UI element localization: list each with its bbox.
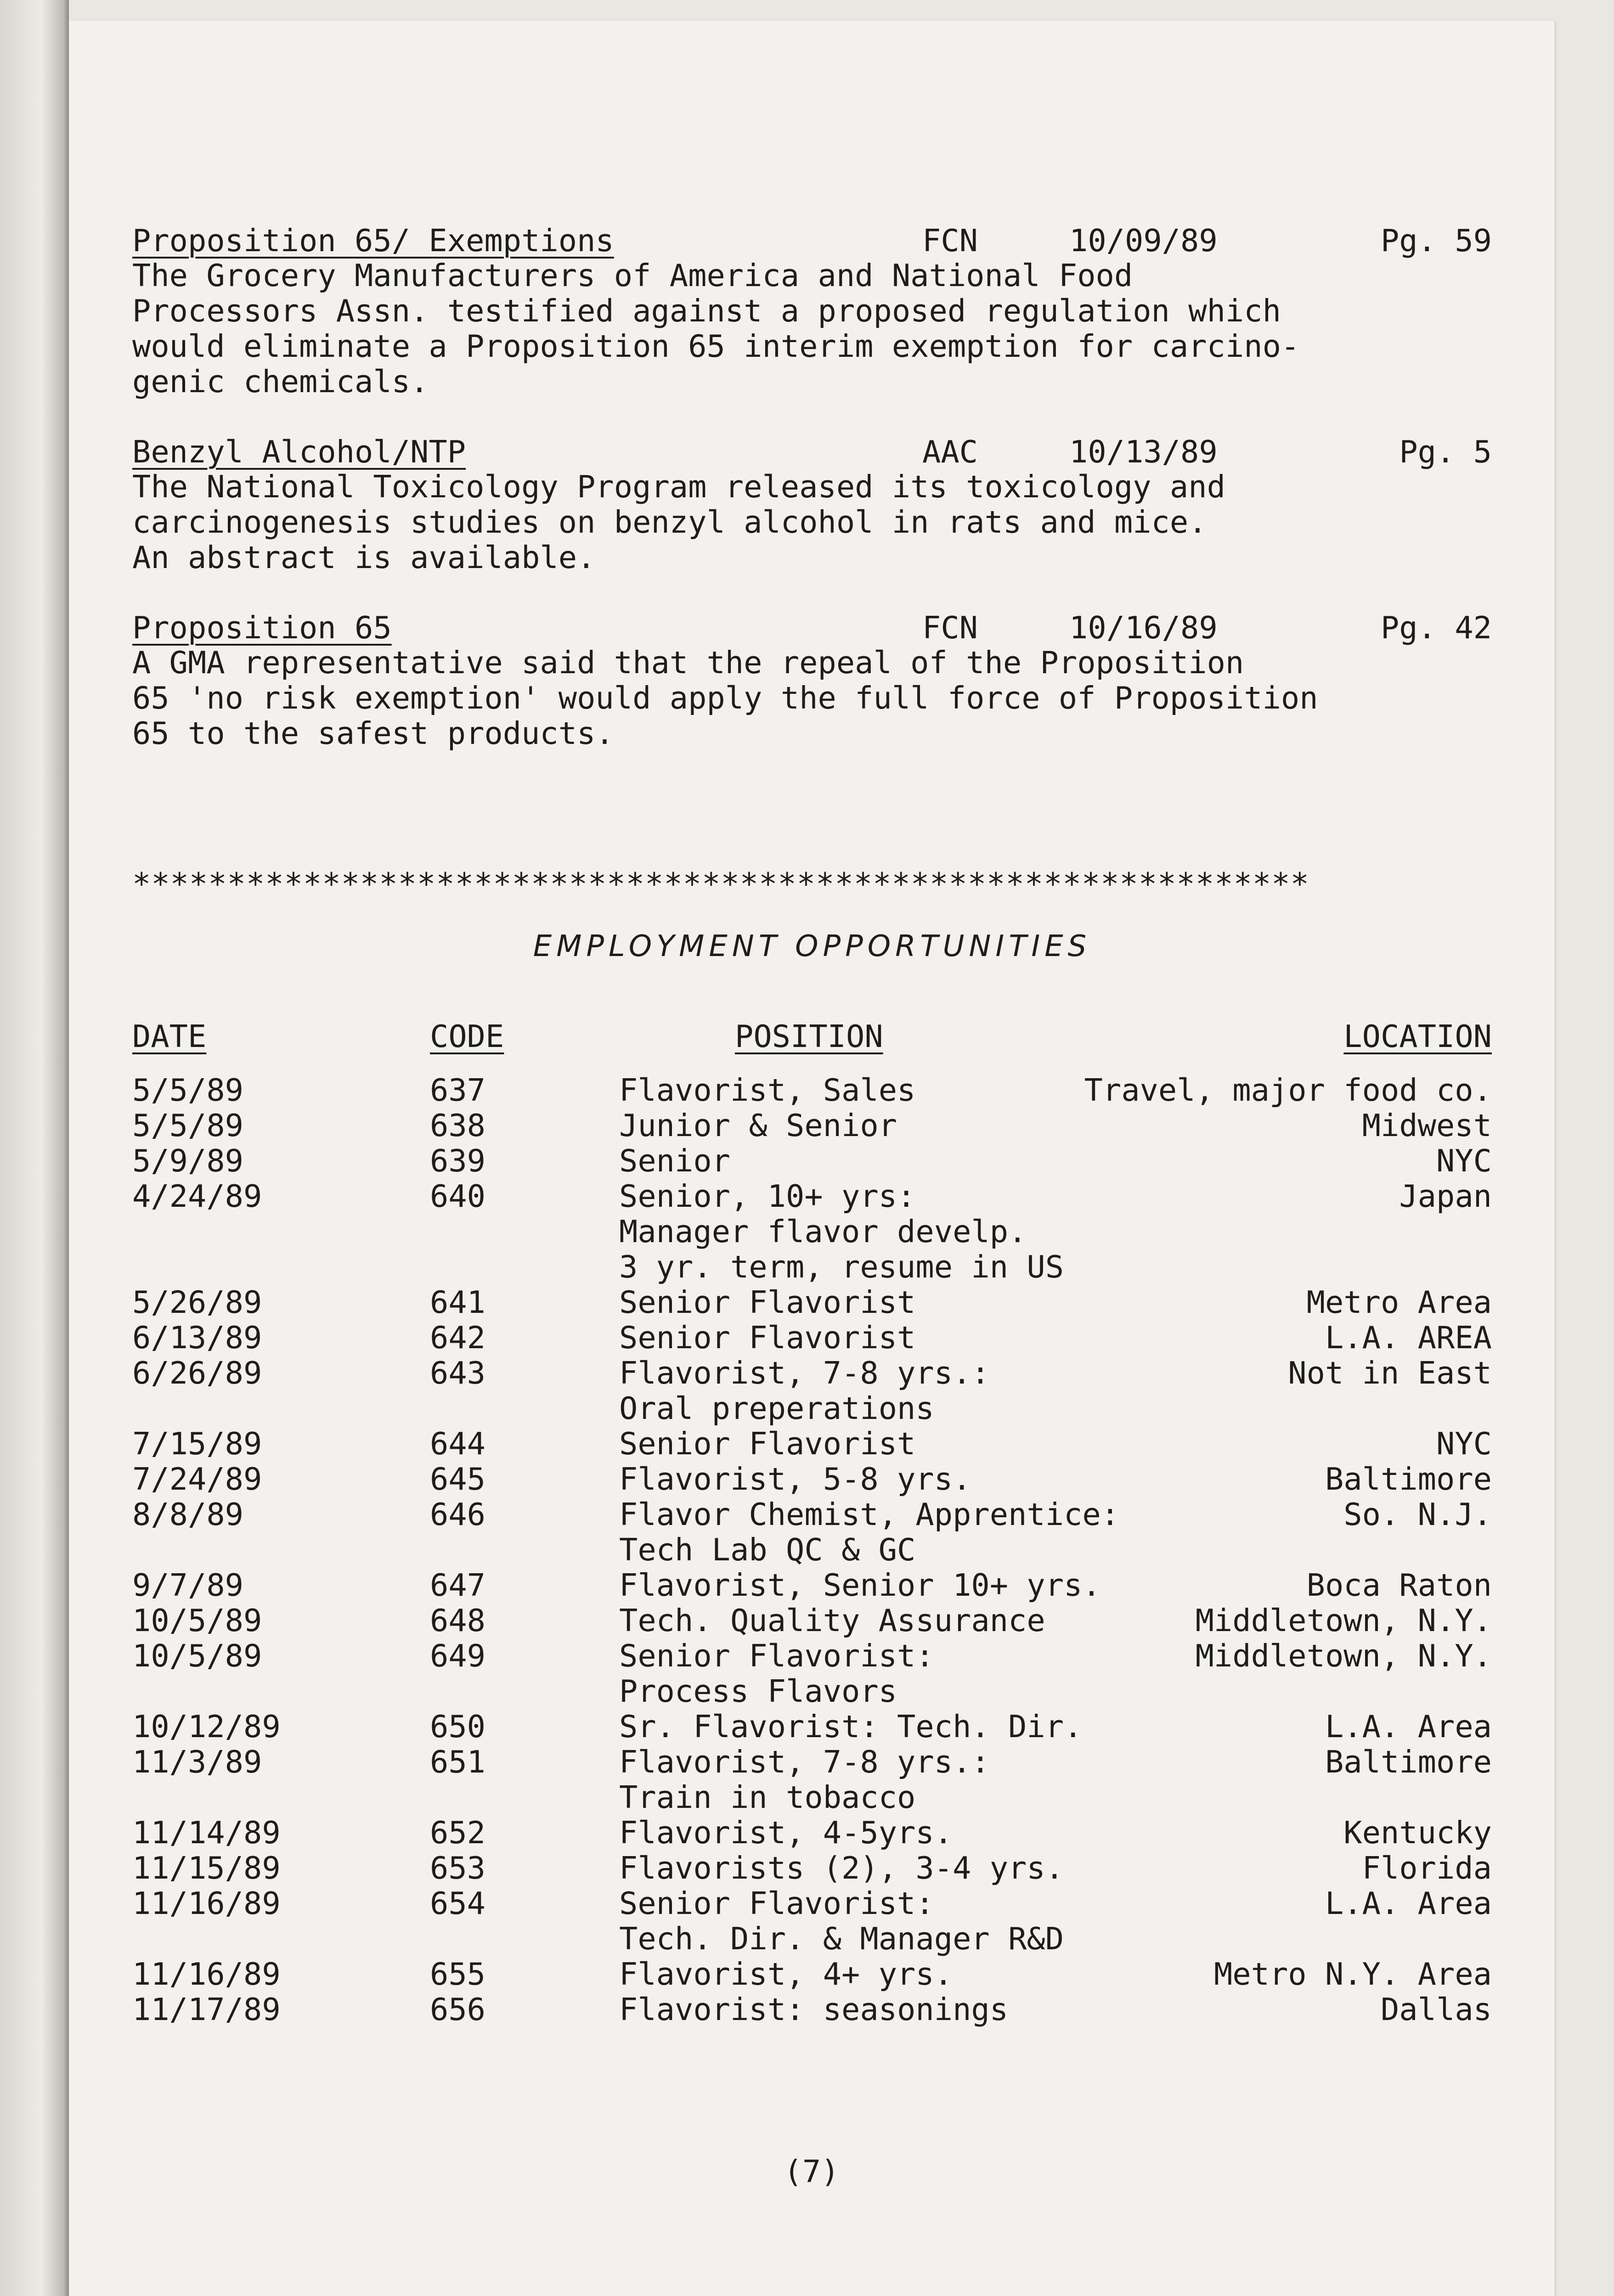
row-location: Metro N.Y. Area: [1213, 1956, 1492, 1992]
table-row: [132, 1709, 1492, 1744]
row-location: So. N.J.: [1343, 1497, 1492, 1532]
table-row: [132, 1885, 1492, 1921]
table-row: [132, 1497, 1492, 1532]
column-header-location: LOCATION: [1343, 1019, 1492, 1054]
row-location: Boca Raton: [1306, 1567, 1492, 1603]
table-row: [132, 1355, 1492, 1390]
entry-source: FCN: [922, 610, 978, 646]
entry-date: 10/13/89: [1069, 434, 1218, 470]
entry-header: [132, 223, 1492, 258]
row-position: Senior Flavorist: [619, 1320, 916, 1356]
entry-date: 10/09/89: [1069, 223, 1218, 259]
row-position: Junior & Senior: [619, 1108, 897, 1143]
row-code: 646: [430, 1497, 486, 1532]
row-code: 645: [430, 1461, 486, 1497]
column-header-code: CODE: [430, 1019, 504, 1054]
row-code: 650: [430, 1709, 486, 1745]
row-position: Flavorist, Senior 10+ yrs.: [619, 1567, 1101, 1603]
row-position: Manager flavor develp.: [619, 1214, 1027, 1249]
book-binding: [0, 0, 69, 2296]
row-code: 644: [430, 1426, 486, 1462]
row-location: L.A. Area: [1325, 1709, 1492, 1745]
table-row: [132, 1072, 1492, 1108]
employment-table-header: [132, 1019, 1492, 1054]
table-row: [132, 1320, 1492, 1355]
table-row: [132, 1249, 1492, 1284]
row-date: 11/17/89: [132, 1992, 281, 2027]
row-position: Flavorist, 4-5yrs.: [619, 1815, 953, 1851]
entry-date: 10/16/89: [1069, 610, 1218, 646]
row-location: Travel, major food co.: [1084, 1072, 1492, 1108]
row-location: Metro Area: [1306, 1284, 1492, 1320]
row-date: 11/16/89: [132, 1885, 281, 1921]
table-row: [132, 1779, 1492, 1815]
entry-source: FCN: [922, 223, 978, 259]
row-date: 5/9/89: [132, 1143, 244, 1179]
row-location: Dallas: [1380, 1992, 1492, 2027]
table-row: [132, 1178, 1492, 1214]
row-position: Flavorist, 5-8 yrs.: [619, 1461, 971, 1497]
row-code: 653: [430, 1850, 486, 1886]
row-code: 638: [430, 1108, 486, 1143]
row-position: Senior Flavorist: [619, 1426, 916, 1462]
row-code: 655: [430, 1956, 486, 1992]
row-date: 8/8/89: [132, 1497, 244, 1532]
entry-page: Pg. 5: [1399, 434, 1492, 470]
row-date: 5/26/89: [132, 1284, 262, 1320]
table-row: [132, 1567, 1492, 1603]
table-row: [132, 1744, 1492, 1779]
row-position: Process Flavors: [619, 1673, 897, 1709]
row-position: Senior Flavorist: [619, 1284, 916, 1320]
entry-body: The National Toxicology Program released its toxicology and carcinogenesis studies on benzyl alcohol in rats and mice. An abstract is available.: [132, 469, 1225, 575]
row-code: 643: [430, 1355, 486, 1391]
row-position: Train in tobacco: [619, 1779, 916, 1815]
row-location: Midwest: [1362, 1108, 1492, 1143]
row-date: 7/24/89: [132, 1461, 262, 1497]
row-position: Senior Flavorist:: [619, 1638, 934, 1674]
row-date: 9/7/89: [132, 1567, 244, 1603]
news-entry: [132, 610, 1492, 751]
row-date: 5/5/89: [132, 1108, 244, 1143]
table-row: [132, 1956, 1492, 1992]
row-location: Baltimore: [1325, 1744, 1492, 1780]
row-position: Flavorist, Sales: [619, 1072, 916, 1108]
entry-body: A GMA representative said that the repeal of the Proposition 65 'no risk exemption' would apply the full force of Proposition 65 to the safest products.: [132, 645, 1318, 751]
row-position: Flavorist, 7-8 yrs.:: [619, 1355, 990, 1391]
row-location: Baltimore: [1325, 1461, 1492, 1497]
row-code: 639: [430, 1143, 486, 1179]
entry-header: [132, 434, 1492, 469]
table-row: [132, 1532, 1492, 1567]
row-position: Tech Lab QC & GC: [619, 1532, 916, 1568]
table-row: [132, 1921, 1492, 1956]
row-position: 3 yr. term, resume in US: [619, 1249, 1064, 1285]
row-position: Senior: [619, 1143, 731, 1179]
row-code: 637: [430, 1072, 486, 1108]
row-date: 4/24/89: [132, 1178, 262, 1214]
row-location: Not in East: [1288, 1355, 1492, 1391]
news-entry: [132, 434, 1492, 575]
row-date: 5/5/89: [132, 1072, 244, 1108]
row-position: Senior Flavorist:: [619, 1885, 934, 1921]
entry-title: Proposition 65: [132, 610, 392, 646]
table-row: [132, 1284, 1492, 1320]
table-row: [132, 1603, 1492, 1638]
entry-source: AAC: [922, 434, 978, 470]
row-date: 7/15/89: [132, 1426, 262, 1462]
row-position: Flavorist, 7-8 yrs.:: [619, 1744, 990, 1780]
row-date: 11/3/89: [132, 1744, 262, 1780]
row-code: 652: [430, 1815, 486, 1851]
table-row: [132, 1214, 1492, 1249]
page-number: (7): [784, 2154, 840, 2189]
employment-table: [132, 1072, 1492, 2027]
row-location: Middletown, N.Y.: [1195, 1638, 1492, 1674]
row-code: 649: [430, 1638, 486, 1674]
row-code: 656: [430, 1992, 486, 2027]
table-row: [132, 1461, 1492, 1497]
table-row: [132, 1390, 1492, 1426]
entry-page: Pg. 59: [1380, 223, 1492, 259]
row-location: L.A. AREA: [1325, 1320, 1492, 1356]
table-row: [132, 1426, 1492, 1461]
news-entry: [132, 223, 1492, 400]
row-code: 651: [430, 1744, 486, 1780]
row-code: 648: [430, 1603, 486, 1638]
row-position: Tech. Quality Assurance: [619, 1603, 1045, 1638]
row-location: NYC: [1436, 1143, 1492, 1179]
row-date: 6/26/89: [132, 1355, 262, 1391]
row-location: Middletown, N.Y.: [1195, 1603, 1492, 1638]
row-code: 641: [430, 1284, 486, 1320]
entry-page: Pg. 42: [1380, 610, 1492, 646]
row-position: Flavorist, 4+ yrs.: [619, 1956, 953, 1992]
section-title: EMPLOYMENT OPPORTUNITIES: [533, 929, 1091, 963]
row-position: Sr. Flavorist: Tech. Dir.: [619, 1709, 1083, 1745]
row-position: Senior, 10+ yrs:: [619, 1178, 916, 1214]
row-date: 6/13/89: [132, 1320, 262, 1356]
row-location: Japan: [1399, 1178, 1492, 1214]
row-location: NYC: [1436, 1426, 1492, 1462]
row-code: 640: [430, 1178, 486, 1214]
row-position: Flavor Chemist, Apprentice:: [619, 1497, 1120, 1532]
row-date: 10/12/89: [132, 1709, 281, 1745]
column-header-date: DATE: [132, 1019, 207, 1054]
row-position: Flavorist: seasonings: [619, 1992, 1009, 2027]
table-row: [132, 1850, 1492, 1885]
table-row: [132, 1108, 1492, 1143]
row-date: 11/15/89: [132, 1850, 281, 1886]
row-date: 10/5/89: [132, 1603, 262, 1638]
row-date: 11/16/89: [132, 1956, 281, 1992]
column-header-position: POSITION: [735, 1019, 883, 1054]
table-row: [132, 1143, 1492, 1178]
row-location: L.A. Area: [1325, 1885, 1492, 1921]
table-row: [132, 1673, 1492, 1709]
row-position: Oral preperations: [619, 1390, 934, 1426]
row-position: Flavorists (2), 3-4 yrs.: [619, 1850, 1064, 1886]
table-row: [132, 1815, 1492, 1850]
row-code: 647: [430, 1567, 486, 1603]
row-position: Tech. Dir. & Manager R&D: [619, 1921, 1064, 1957]
table-row: [132, 1992, 1492, 2027]
row-code: 642: [430, 1320, 486, 1356]
row-date: 11/14/89: [132, 1815, 281, 1851]
entry-title: Proposition 65/ Exemptions: [132, 223, 614, 259]
table-row: [132, 1638, 1492, 1673]
row-location: Kentucky: [1343, 1815, 1492, 1851]
row-location: Florida: [1362, 1850, 1492, 1886]
entry-title: Benzyl Alcohol/NTP: [132, 434, 466, 470]
row-code: 654: [430, 1885, 486, 1921]
row-date: 10/5/89: [132, 1638, 262, 1674]
entry-header: [132, 610, 1492, 645]
page-content: [132, 223, 1492, 2027]
entry-body: The Grocery Manufacturers of America and National Food Processors Assn. testified against a proposed regulation which would eliminate a Proposition 65 interim exemption for carcino- genic chemicals.: [132, 258, 1300, 400]
asterisk-separator: **************************************************************: [132, 866, 1309, 902]
